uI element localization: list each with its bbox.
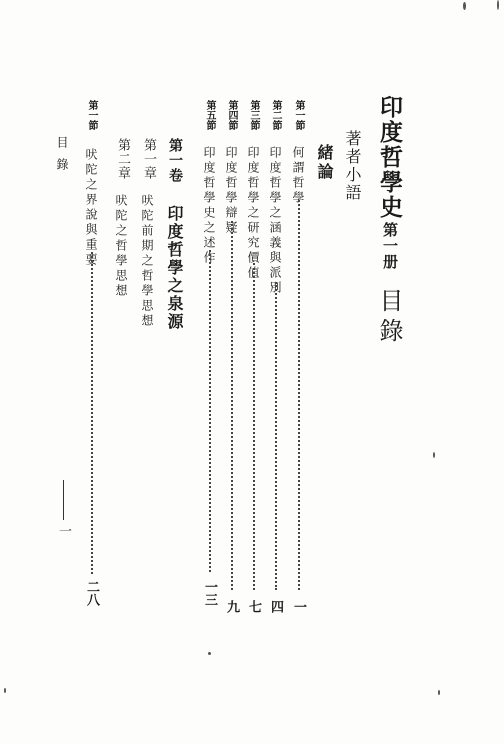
chapter-label: 第二章: [115, 138, 130, 180]
page-number: 一: [56, 524, 71, 537]
toc-entry-number: 第一節: [293, 100, 304, 130]
author-note[interactable]: 著者小語: [343, 130, 362, 202]
toc-entry-number: 第三節: [248, 100, 259, 130]
toc-entry-page: 二八: [84, 580, 99, 606]
toc-entry-page: 四: [268, 600, 283, 613]
running-head: 目錄: [55, 136, 69, 180]
scan-speck: [433, 452, 435, 458]
leader-dots: [253, 263, 255, 590]
scan-speck: [463, 2, 466, 10]
book-label: 第一卷: [167, 138, 183, 183]
toc-entry-page: 一三: [202, 580, 217, 606]
scan-speck: [438, 690, 440, 695]
leader-dots: [209, 250, 211, 572]
toc-entry-title[interactable]: 印度哲學之研究價值: [246, 146, 260, 281]
toc-entry-title[interactable]: 印度哲學史之述作: [202, 146, 216, 266]
volume-label: 第一册: [381, 222, 399, 270]
book-title: 印度哲學史: [376, 95, 403, 220]
scan-speck: [497, 0, 499, 10]
chapter-label: 第一章: [141, 138, 156, 180]
section-title: 目錄: [375, 288, 403, 348]
toc-entry-page: 七: [246, 600, 261, 613]
toc-entry-title[interactable]: 印度哲學辯疑: [224, 146, 238, 236]
toc-entry-page: 九: [224, 600, 239, 613]
toc-entry-title[interactable]: 印度哲學之涵義與派別: [268, 146, 282, 296]
toc-entry-title[interactable]: 吠陀之界說與重要: [84, 148, 98, 268]
leader-dots: [298, 200, 300, 590]
book-title-heading[interactable]: 印度哲學之泉源: [165, 205, 184, 331]
page-rule: [63, 480, 64, 520]
leader-dots: [91, 252, 93, 574]
toc-entry-number: 第四節: [226, 100, 237, 130]
scan-speck: [4, 688, 6, 693]
toc-entry-number: 第五節: [204, 100, 215, 130]
toc-entry-number: 第一節: [86, 100, 97, 130]
toc-entry-title[interactable]: 何謂哲學: [291, 146, 305, 206]
toc-entry-number: 第二節: [270, 100, 281, 130]
chapter-title[interactable]: 吠陀前期之哲學思想: [140, 194, 154, 329]
intro-heading: 緒論: [315, 144, 334, 182]
toc-entry-page: 一: [291, 600, 306, 613]
leader-dots: [231, 221, 233, 590]
scan-speck: [208, 652, 211, 655]
leader-dots: [275, 282, 277, 590]
chapter-title[interactable]: 吠陀之哲學思想: [114, 194, 128, 299]
